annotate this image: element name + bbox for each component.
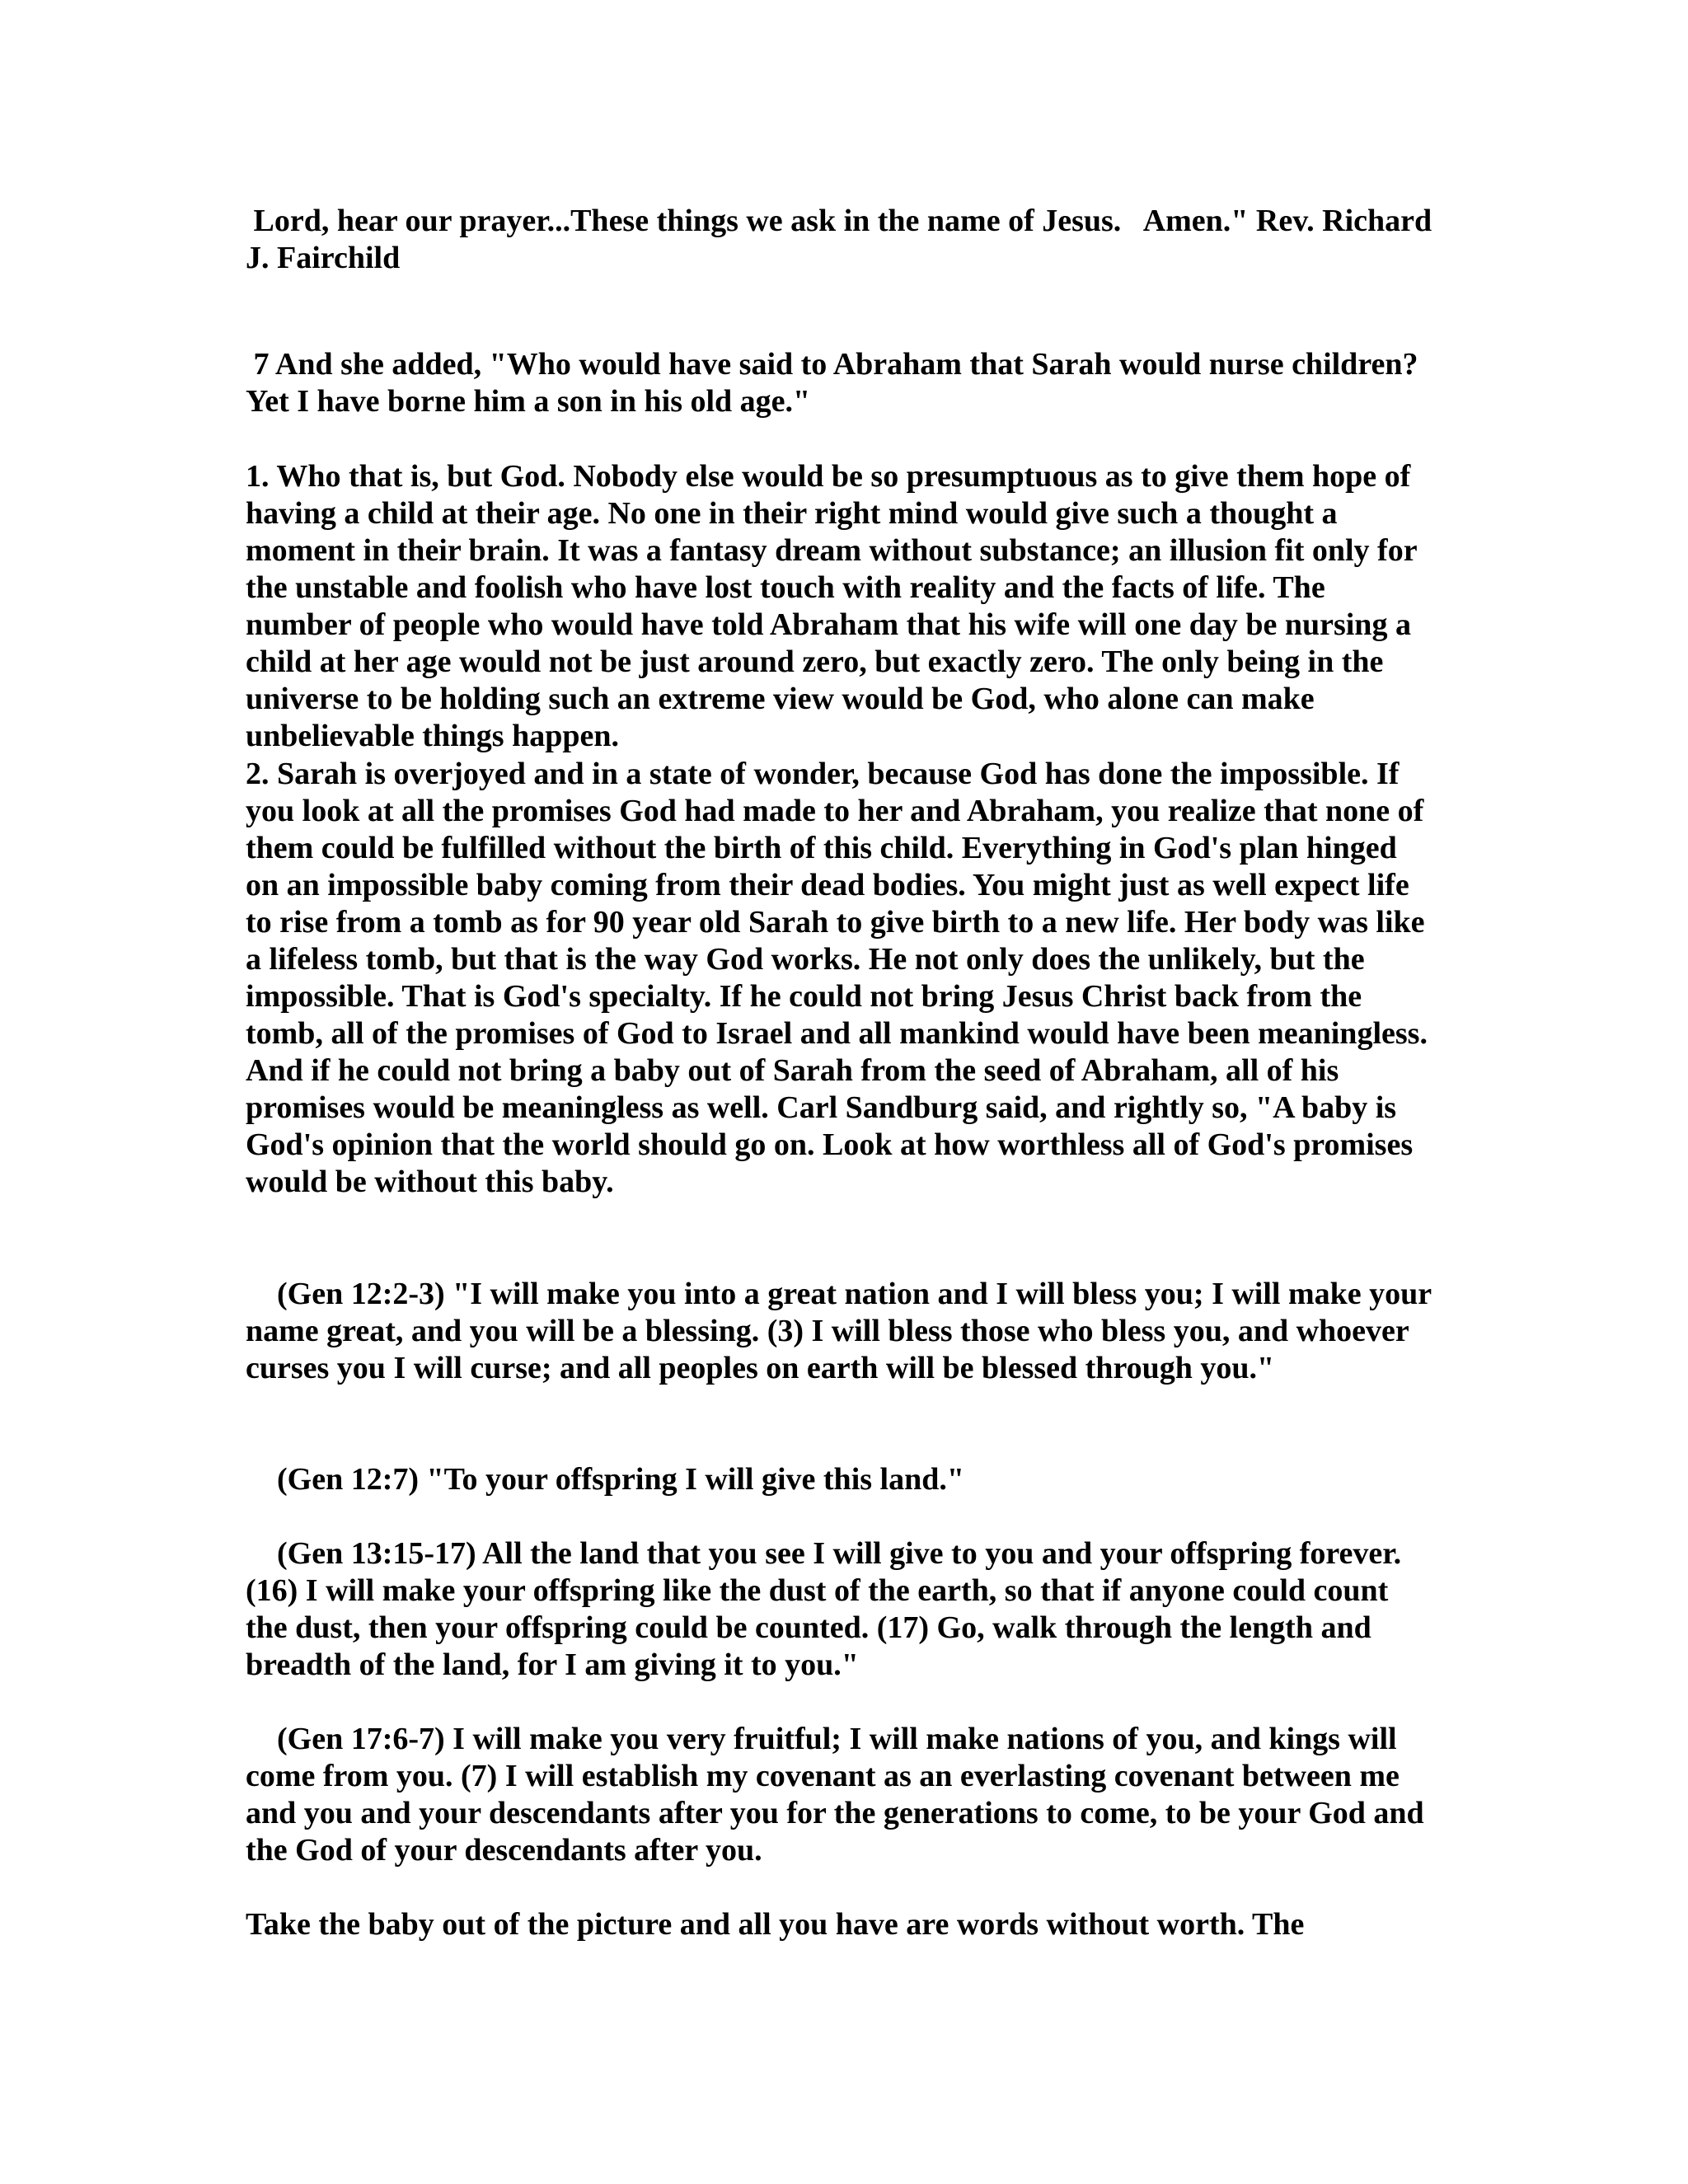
closing-line-paragraph: Take the baby out of the picture and all you have are words without worth. The xyxy=(246,1907,1305,1942)
point-2-paragraph: 2. Sarah is overjoyed and in a state of wonder, because God has done the impossible. If you look at all the promises God had made to her and Abraham, you realize that none of them could be fulfilled without the birth of this child. Everything in God's plan hinged on an impossible baby coming from their dead bodies. You might just as well expect life to rise from a tomb as for 90 year old Sarah to give birth to a new life. Her body was like a lifeless tomb, but that is the way God works. He not only does the unlikely, but the impossible. That is God's specialty. If he could not bring Jesus Christ back from the tomb, all of the promises of God to Israel and all mankind would have been meaningless. And if he could not bring a baby out of Sarah from the seed of Abraham, all of his promises would be meaningless as well. Carl Sandburg said, and rightly so, "A baby is God's opinion that the world should go on. Look at how worthless all of God's promises would be without this baby. xyxy=(246,757,1434,1199)
quote-gen-17-6-7: (Gen 17:6-7) I will make you very fruitful; I will make nations of you, and kings will come from you. (7) I will establish my covenant as an everlasting covenant between me and you and your descendants after you for the generations to come, to be your God and the God of your descendants after you. xyxy=(246,1722,1432,1868)
point-1-paragraph: 1. Who that is, but God. Nobody else would be so presumptuous as to give them hope of having a child at their age. No one in their right mind would give such a thought a moment in their brain. It was a fantasy dream without substance; an illusion fit only for the unstable and foolish who have lost touch with reality and the facts of life. The number of people who would have told Abraham that his wife will one day be nursing a child at her age would not be just around zero, but exactly zero. The only being in the universe to be holding such an extreme view would be God, who alone can make unbelievable things happen. xyxy=(246,459,1425,753)
prayer-closing-paragraph: Lord, hear our prayer...These things we ask in the name of Jesus. Amen." Rev. Richard J. Fairchild xyxy=(246,204,1440,275)
verse-7-paragraph: 7 And she added, "Who would have said to Abraham that Sarah would nurse children? Yet I have borne him a son in his old age." xyxy=(246,347,1425,419)
quote-gen-12-7: (Gen 12:7) "To your offspring I will give this land." xyxy=(277,1462,964,1497)
quote-gen-12-2-3: (Gen 12:2-3) "I will make you into a great nation and I will bless you; I will make your name great, and you will be a blessing. (3) I will bless those who bless you, and whoever curses you I will curse; and all peoples on earth will be blessed through you." xyxy=(246,1277,1439,1385)
quote-gen-13-15-17: (Gen 13:15-17) All the land that you see I will give to you and your offspring forever. (16) I will make your offspring like the dust of the earth, so that if anyone could count the dust, then your offspring could be counted. (17) Go, walk through the length and breadth of the land, for I am giving it to you." xyxy=(246,1536,1409,1682)
